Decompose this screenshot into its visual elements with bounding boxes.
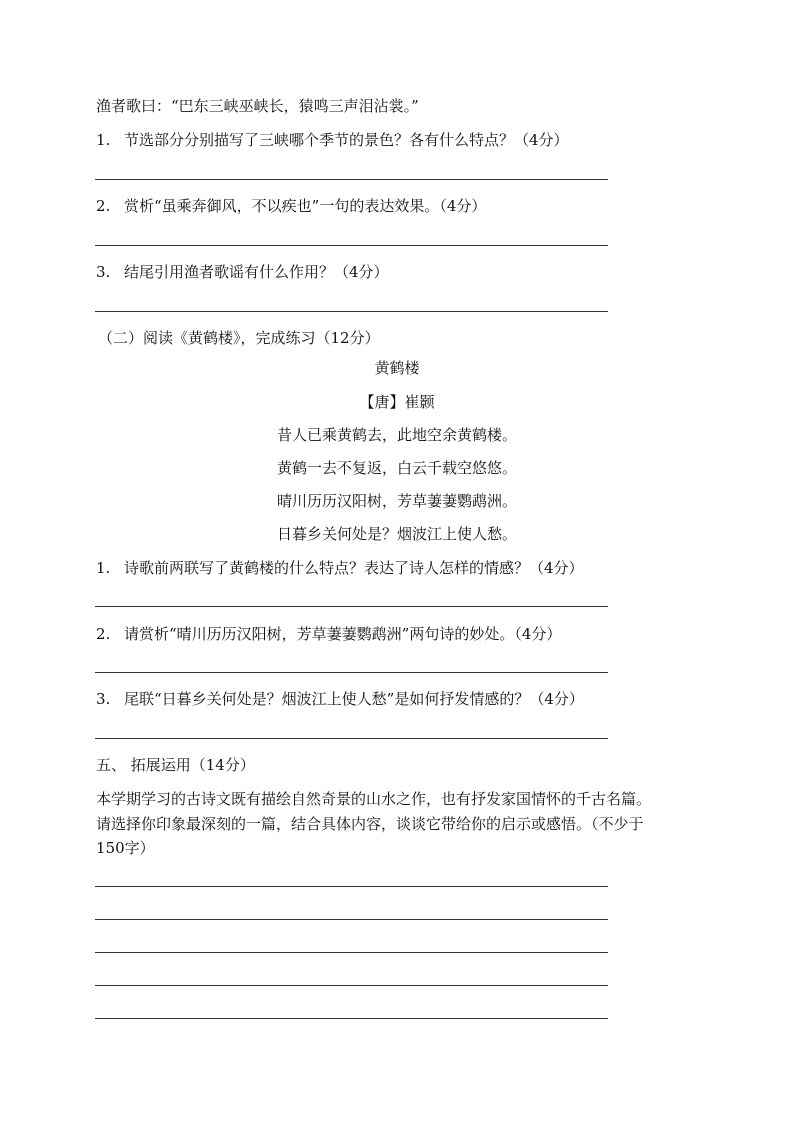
question-b1 [96, 558, 584, 578]
poem-title: 黄鹤楼 [374, 359, 420, 377]
answer-line [95, 985, 608, 986]
question-b2 [96, 624, 561, 644]
question-number: 2. [96, 625, 111, 643]
answer-line [95, 886, 608, 887]
poem-author: 【唐】崔颢 [359, 393, 435, 411]
question-number: 1. [96, 559, 111, 577]
answer-line [95, 179, 608, 180]
section-five-heading: 五、 拓展运用（14分） [96, 756, 255, 774]
answer-line [95, 311, 608, 312]
question-number: 3. [96, 263, 111, 281]
question-text: 节选部分分别描写了三峡哪个季节的景色？各有什么特点？（4分） [124, 131, 569, 149]
question-text: 诗歌前两联写了黄鹤楼的什么特点？表达了诗人怎样的情感？（4分） [124, 559, 584, 577]
answer-line [95, 672, 608, 673]
answer-line [95, 738, 608, 739]
answer-line [95, 1018, 608, 1019]
answer-line [95, 245, 608, 246]
answer-line [95, 606, 608, 607]
prompt-line: 请选择你印象最深刻的一篇，结合具体内容，谈谈它带给你的启示或感悟。（不少于 [96, 815, 644, 833]
poem-line: 晴川历历汉阳树，芳草萋萋鹦鹉洲。 [276, 492, 517, 510]
poem-line: 黄鹤一去不复返，白云千载空悠悠。 [276, 459, 517, 477]
prompt-line: 150字） [96, 839, 155, 857]
question-a3 [96, 262, 389, 282]
answer-line [95, 919, 608, 920]
poem-line: 昔人已乘黄鹤去，此地空余黄鹤楼。 [276, 426, 517, 444]
question-text: 尾联“日暮乡关何处是？烟波江上使人愁”是如何抒发情感的？（4分） [124, 690, 584, 708]
passage-end: 渔者歌曰：“巴东三峡巫峡长，猿鸣三声泪沾裳。” [96, 97, 419, 115]
question-text: 赏析“虽乘奔御风，不以疾也”一句的表达效果。（4分） [124, 197, 487, 215]
question-number: 1. [96, 131, 111, 149]
question-a2 [96, 196, 486, 216]
prompt-line: 本学期学习的古诗文既有描绘自然奇景的山水之作，也有抒发家国情怀的千古名篇。 [96, 790, 652, 808]
poem-line: 日暮乡关何处是？烟波江上使人愁。 [276, 525, 517, 543]
question-number: 3. [96, 690, 111, 708]
question-b3 [96, 689, 584, 709]
question-text: 请赏析“晴川历历汉阳树，芳草萋萋鹦鹉洲”两句诗的妙处。（4分） [124, 625, 562, 643]
section-b-heading: （二）阅读《黄鹤楼》，完成练习（12分） [98, 329, 380, 347]
question-number: 2. [96, 197, 111, 215]
answer-line [95, 952, 608, 953]
question-a1 [96, 130, 569, 150]
question-text: 结尾引用渔者歌谣有什么作用？（4分） [124, 263, 389, 281]
